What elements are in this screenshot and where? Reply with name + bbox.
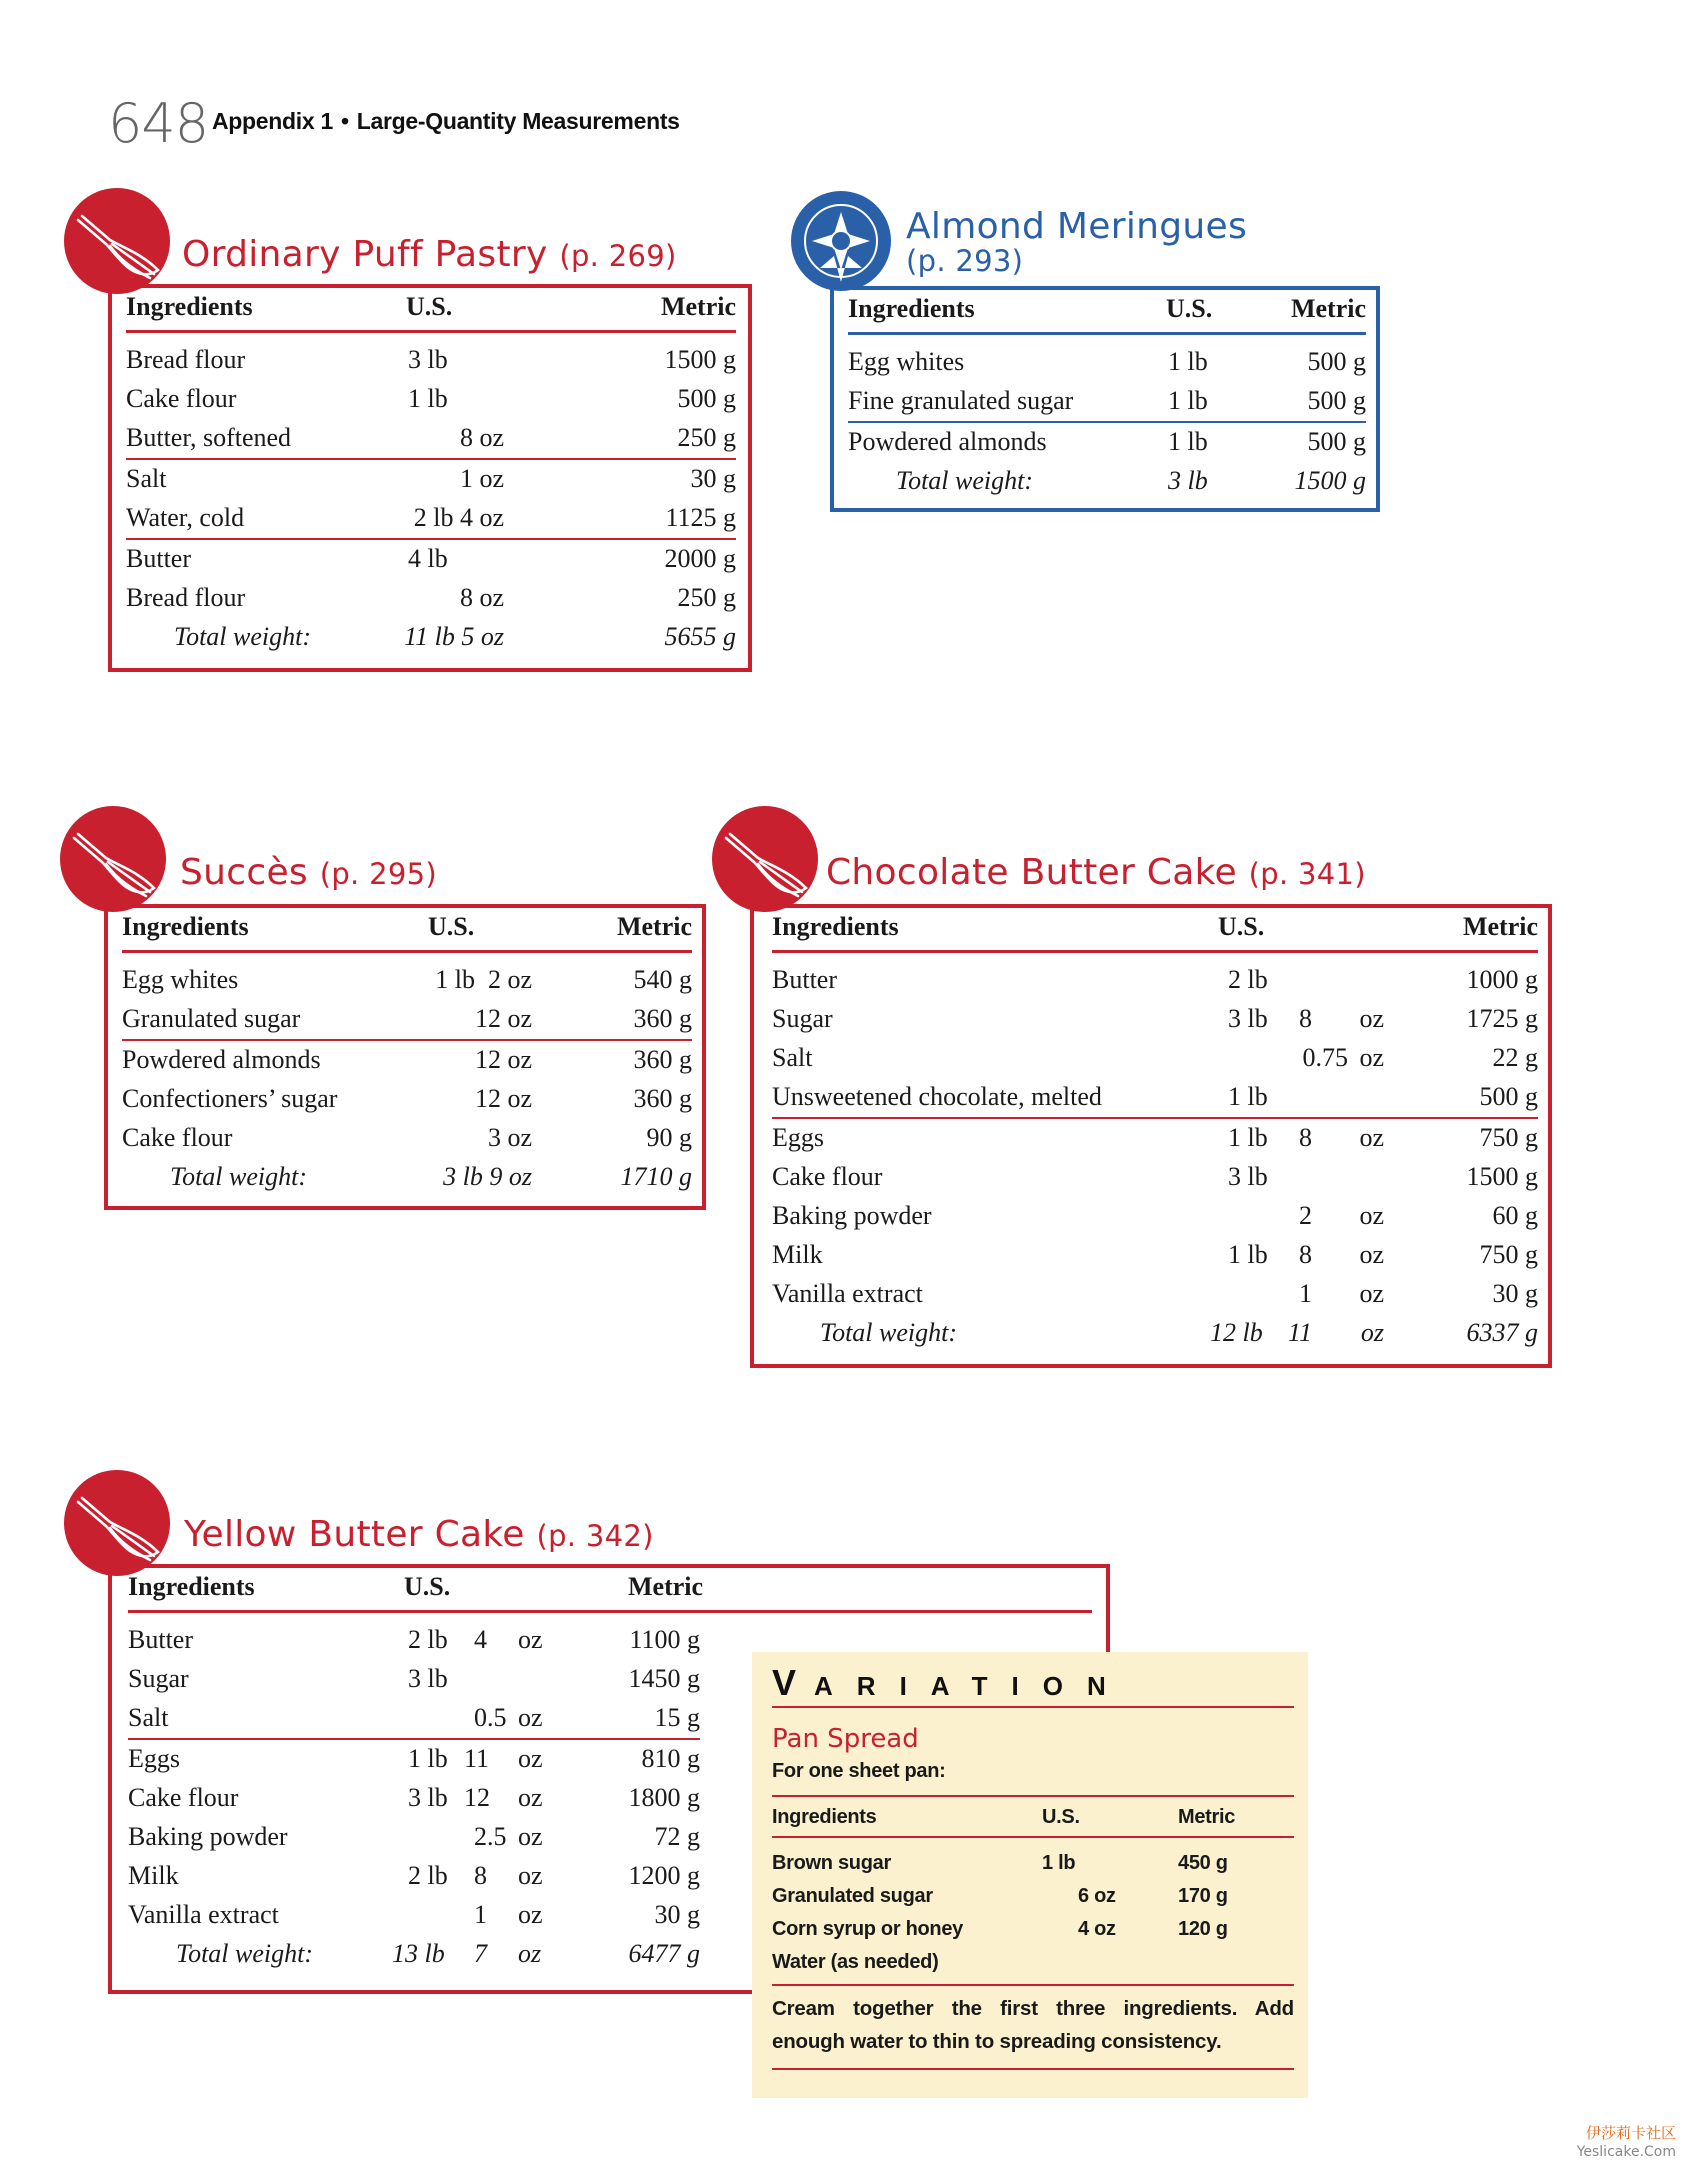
watermark-text: 伊莎莉卡社区 [1585,2124,1676,2142]
page-number: 648 [108,92,209,155]
table-row: Fine granulated sugar 1 lb 500 g [848,386,1366,415]
table-header [122,910,692,953]
section-label: Large-Quantity Measurements [356,108,680,134]
table-row: Sugar 3 lb 8 oz 1725 g [772,1004,1538,1033]
whisk-icon [64,1470,170,1576]
table-row: Bread flour 3 lb 1500 g [126,345,736,374]
col-ingredients: Ingredients [772,1806,877,1828]
table-row: Cake flour 3 oz 90 g [122,1123,692,1152]
table-row: Sugar 3 lb 1450 g [128,1664,700,1693]
running-head [212,108,680,135]
table-row: Egg whites 1 lb 2 oz 540 g [122,965,692,994]
col-metric: Metric [628,1572,704,1601]
table-row: Powdered almonds 1 lb 500 g [848,421,1366,462]
whisk-icon [712,806,818,912]
total-row: Total weight: 11 lb 5 oz 5655 g [174,622,736,651]
table-row: Unsweetened chocolate, melted 1 lb 500 g [772,1082,1538,1111]
col-ingredients: Ingredients [772,912,899,941]
ingredient-table [126,290,736,657]
col-ingredients: Ingredients [122,912,249,941]
table-row: Egg whites 1 lb 500 g [848,347,1366,376]
table-row: Vanilla extract 1 oz 30 g [772,1279,1538,1308]
col-us: U.S. [428,912,475,941]
table-row: Butter 2 lb 1000 g [772,965,1538,994]
variation-row-us: 4 oz [1078,1918,1116,1940]
bullet: • [340,108,349,134]
table-row: Butter 2 lb 4 oz 1100 g [128,1625,700,1654]
table-row: Cake flour 1 lb 500 g [126,384,736,413]
variation-row-metric: 450 g [1178,1852,1228,1874]
recipe-title-almond: Almond Meringues [906,206,1248,247]
watermark-url: Yeslicake.Com [1576,2144,1676,2160]
recipe-box-choc [750,904,1552,1368]
table-row: Salt 0.75 oz 22 g [772,1043,1538,1072]
table-row: Cake flour 3 lb 12 oz 1800 g [128,1783,700,1812]
whisk-icon [60,806,166,912]
variation-subtitle: For one sheet pan: [772,1760,946,1782]
recipe-title-puff: Ordinary Puff Pastry (p. 269) [182,234,677,275]
variation-title: Pan Spread [772,1724,919,1754]
ingredient-table [848,292,1366,501]
appendix-label: Appendix 1 [212,108,333,134]
variation-row-name: Corn syrup or honey [772,1918,963,1940]
col-ingredients: Ingredients [848,294,975,323]
table-header [128,1570,1092,1613]
table-header [126,290,736,333]
col-us: U.S. [404,1572,451,1601]
table-row: Vanilla extract 1 oz 30 g [128,1900,700,1929]
variation-panel [752,1652,1308,2098]
col-us: U.S. [1218,912,1265,941]
ingredient-table [122,910,692,1197]
table-row: Salt 1 oz 30 g [126,458,736,499]
whisk-icon [64,188,170,294]
table-row: Milk 2 lb 8 oz 1200 g [128,1861,700,1890]
col-metric: Metric [1178,1806,1236,1828]
total-row: Total weight: 12 lb 11 oz 6337 g [820,1318,1538,1347]
col-metric: Metric [1462,912,1538,941]
col-us: U.S. [1166,294,1213,323]
col-metric: Metric [660,292,736,321]
recipe-page-almond: (p. 293) [906,244,1024,278]
table-row: Water, cold 2 lb 4 oz 1125 g [126,503,736,532]
table-row: Granulated sugar 12 oz 360 g [122,1004,692,1033]
variation-heading: VARIATION [772,1662,1294,1708]
table-row: Milk 1 lb 8 oz 750 g [772,1240,1538,1269]
table-row: Bread flour 8 oz 250 g [126,583,736,612]
col-metric: Metric [1290,294,1366,323]
recipe-title-succes: Succès (p. 295) [180,852,437,893]
col-ingredients: Ingredients [128,1572,255,1601]
divider [772,2068,1294,2070]
recipe-title-yellow: Yellow Butter Cake (p. 342) [184,1514,654,1555]
total-row: Total weight: 3 lb 1500 g [896,466,1366,495]
recipe-title-choc: Chocolate Butter Cake (p. 341) [826,852,1366,893]
divider [772,1836,1294,1838]
table-header [848,292,1366,335]
ingredient-table [772,910,1538,1353]
table-row: Eggs 1 lb 8 oz 750 g [772,1117,1538,1158]
table-row: Cake flour 3 lb 1500 g [772,1162,1538,1191]
recipe-box-puff [108,284,752,672]
col-us: U.S. [406,292,453,321]
variation-row-metric: 170 g [1178,1885,1228,1907]
divider [772,1984,1294,1986]
variation-row-metric: 120 g [1178,1918,1228,1940]
variation-note: Cream together the first three ingredients. Add enough water to thin to spreading consistency. [772,1997,1294,2053]
col-us: U.S. [1042,1806,1080,1828]
recipe-box-succes [104,904,706,1210]
table-row: Eggs 1 lb 11 oz 810 g [128,1738,700,1779]
table-row: Salt 0.5 oz 15 g [128,1703,700,1732]
variation-row-us: 6 oz [1078,1885,1116,1907]
total-row: Total weight: 13 lb 7 oz 6477 g [176,1939,700,1968]
table-row: Baking powder 2.5 oz 72 g [128,1822,700,1851]
variation-row-us: 1 lb [1042,1852,1076,1874]
total-row: Total weight: 3 lb 9 oz 1710 g [170,1162,692,1191]
divider [772,1795,1294,1797]
table-row: Baking powder 2 oz 60 g [772,1201,1538,1230]
table-header [772,910,1538,953]
col-ingredients: Ingredients [126,292,253,321]
cordon-bleu-seal-icon [790,190,892,292]
variation-row-name: Water (as needed) [772,1951,939,1973]
table-row: Butter 4 lb 2000 g [126,538,736,579]
variation-row-name: Brown sugar [772,1852,891,1874]
recipe-box-almond [830,286,1380,512]
table-row: Powdered almonds 12 oz 360 g [122,1039,692,1080]
variation-row-name: Granulated sugar [772,1885,933,1907]
table-row: Butter, softened 8 oz 250 g [126,423,736,452]
col-metric: Metric [616,912,692,941]
table-row: Confectioners’ sugar 12 oz 360 g [122,1084,692,1113]
